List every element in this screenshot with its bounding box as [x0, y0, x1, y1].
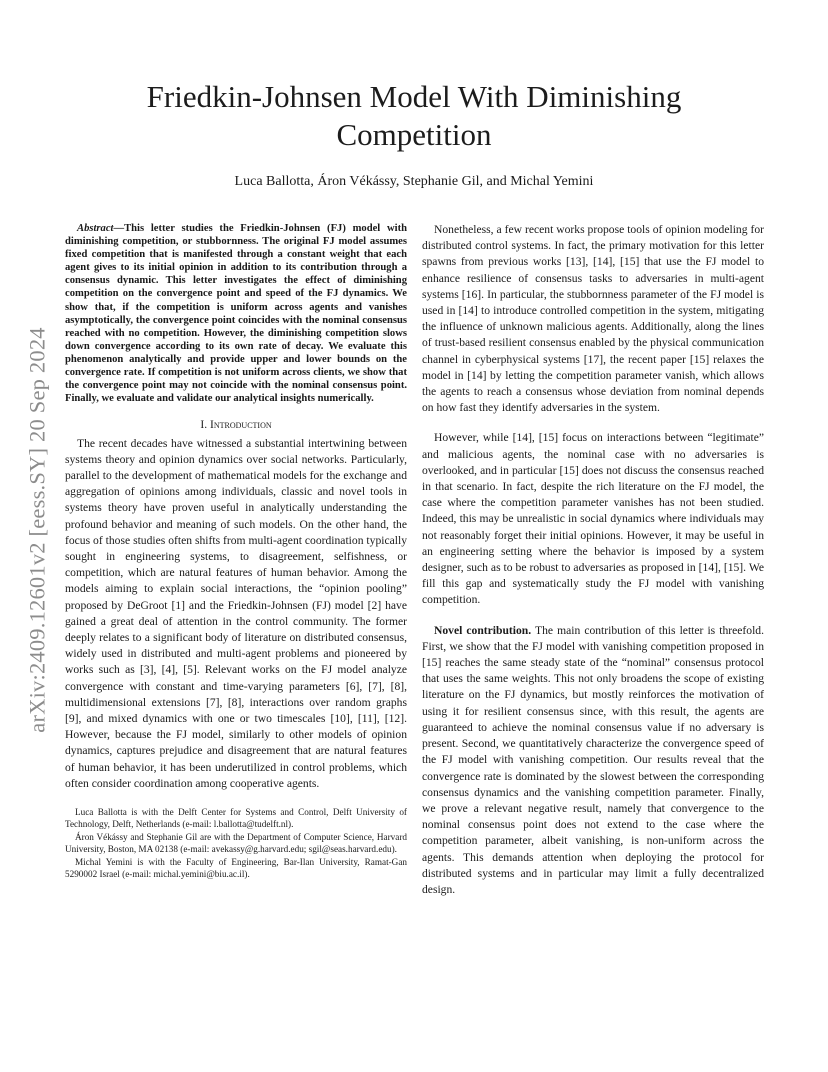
- section-heading-introduction: [65, 417, 407, 433]
- contribution-text: The main contribution of this letter is threefold. First, we show that the FJ model with vanishing competition proposed in [15] reaches the same steady state of the “nominal” consensus protocol that uses the same weights. This not only broadens the scope of existing literature on the FJ dynamics, but mostly reinforces the motivation of using it for resilient consensus since, with this result, the agents are guaranteed to achieve the nominal consensus value if no adversary is present. Second, we quantitatively characterize the convergence speed of the FJ model with vanishing competition. Our results reveal that the convergence rate is dominated by the slowest between the corresponding consensus dynamics and the vanishing competition parameter. Finally, we prove a relevant negative result, namely that convergence to the nominal consensus point does not extend to the case where the competition parameter, albeit vanishing, is non-uniform across the agents. This demands attention when deploying the protocol for distributed systems and in particular may limit a fully decentralized design.: [422, 623, 764, 896]
- intro-paragraph: The recent decades have witnessed a substantial intertwining between systems theory and opinion dynamics over social networks. Particularly, parallel to the development of mathematical models for the exchange and aggregation of opinions among individuals, classic and novel tools in systems theory have proven useful in analytically understanding the profound behavior and meaning of such models. On the other hand, the focus of those studies often shifts from multi-agent coordination typically sought in engineering systems, to disagreement, selfishness, or competition, which are natural features of human behavior. Among the models aiming to explain social interactions, the “opinion pooling” proposed by DeGroot [1] and the Friedkin-Johnsen (FJ) model [2] have gained a great deal of attention in the control community. The former deeply relates to a significant body of literature on distributed consensus, widely used in distributed and multi-agent problems and pioneered by works such as [3], [4], [5]. Relevant works on the FJ model analyze convergence with constant and time-varying parameters [6], [7], [8], multidimensional extensions [7], [8], interactions over random graphs [9], and mixed dynamics with one or two timescales [10], [11], [12]. However, because the FJ model, similarly to other models of opinion dynamics, captures prejudice and disagreement that are natural features of human behavior, it has been underutilized in control problems, which often consider coordination among cooperative agents.: [65, 436, 407, 790]
- left-column: [65, 222, 407, 881]
- abstract-label: Abstract: [77, 223, 114, 234]
- right-column: [422, 222, 764, 898]
- paragraph-motivation: Nonetheless, a few recent works propose tools of opinion modeling for distributed control systems. In fact, the primary motivation for this letter spawns from previous works [13], [14], [15] that use the FJ model to enhance resilience of consensus tasks to adversaries in multi-agent systems [16]. In particular, the stubbornness parameter of the FJ model is used in [14] to introduce controlled competition in the system, mitigating the influence of unknown malicious agents. Additionally, along the lines of trust-based resilient consensus enabled by the physical communication channel in cyberphysical systems [17], the recent paper [15] relaxes the model in [14] by letting the competition parameter vanish, which allows the agents to reach a consensus whose deviation from nominal depends on how fast they identify adversaries in the system.: [422, 223, 764, 415]
- footnote-ballotta: Luca Ballotta is with the Delft Center for Systems and Control, Delft University of Technology, Delft, Netherlands (e-mail: l.ballotta@tudelft.nl).: [65, 806, 407, 829]
- paragraph-contribution: [422, 623, 764, 898]
- footnote-yemini: Michal Yemini is with the Faculty of Engineering, Bar-Ilan University, Ramat-Gan 5290002 Israel (e-mail: michal.yemini@biu.ac.il).: [65, 856, 407, 879]
- abstract: [65, 222, 407, 405]
- section-number: I.: [200, 418, 208, 432]
- author-list: Luca Ballotta, Áron Vékássy, Stephanie Gil, and Michal Yemini: [234, 174, 594, 189]
- novel-contribution-label: Novel contribution.: [434, 623, 532, 637]
- paragraph-gap: However, while [14], [15] focus on interactions between “legitimate” and malicious agents, the nominal case with no adversaries is overlooked, and in particular [15] does not discuss the consensus reached in that scenario. In fact, despite the rich literature on the FJ model, the case where the competition parameter vanishes has not been studied. Indeed, this may be unrealistic in social dynamics where individuals may not reasonably forget their initial opinions. However, it may be useful in an engineering setting where the behavior is imposed by a system designer, such as to be robust to adversaries as proposed in [14], [15]. We fill this gap and systematically study the FJ model with vanishing competition.: [422, 431, 764, 607]
- paper-title: Friedkin-Johnsen Model With Diminishing Competition: [146, 79, 682, 152]
- arxiv-identifier: arXiv:2409.12601v2 [eess.SY] 20 Sep 2024: [25, 327, 50, 733]
- footnote-vekassy-gil: Áron Vékássy and Stephanie Gil are with the Department of Computer Science, Harvard University, Boston, MA 02138 (e-mail: avekassy@g.harvard.edu; sgil@seas.harvard.edu).: [65, 831, 407, 854]
- abstract-text: —This letter studies the Friedkin-Johnsen (FJ) model with diminishing competition, or stubbornness. The original FJ model assumes fixed competition that is manifested through a constant weight that each agent gives to its initial opinion in addition to its contribution through a consensus dynamic. This letter investigates the effect of diminishing competition on the convergence point and speed of the FJ dynamics. We show that, if the competition is uniform across agents and vanishes asymptotically, the convergence point coincides with the nominal consensus reached with no competition. However, the diminishing competition slows down convergence according to its own rate of decay. We evaluate this phenomenon analytically and provide upper and lower bounds on the convergence rate. If competition is not uniform across clients, we show that the convergence point may not coincide with the nominal consensus point. Finally, we evaluate and validate our analytical insights numerically.: [65, 223, 407, 405]
- author-footnotes: [65, 806, 407, 880]
- arxiv-side-stamp: [20, 280, 56, 780]
- section-title: Introduction: [210, 418, 272, 432]
